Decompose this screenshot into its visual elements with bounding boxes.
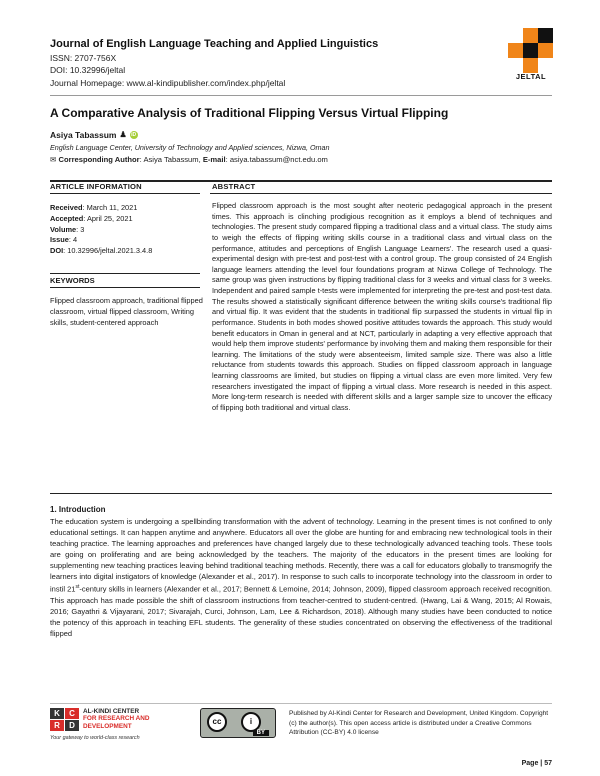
article-doi: : 10.32996/jeltal.2021.3.4.8 (63, 246, 153, 256)
logo-square (523, 43, 538, 58)
orcid-icon[interactable]: iD (131, 132, 137, 138)
page-number: Page | 57 (521, 760, 552, 767)
journal-issn: ISSN: 2707-756X (50, 53, 117, 63)
keywords-text: Flipped classroom approach, traditional flipped classroom, virtual flipped classroom, Writing skills, student-centered approach (50, 296, 203, 327)
received-date: : March 11, 2021 (82, 203, 138, 212)
accepted-date: : April 25, 2021 (83, 213, 133, 223)
paper-title: A Comparative Analysis of Traditional Flipping Versus Virtual Flipping (50, 106, 449, 120)
email-value[interactable]: : asiya.tabassum@nct.edu.om (225, 155, 328, 164)
divider (50, 703, 552, 704)
al-kindi-logo: K C R D AL-KINDI CENTER FOR RESEARCH AND DEVELOPMENT Your gateway to world-class research (50, 708, 150, 741)
keywords-heading: KEYWORDS (50, 276, 95, 285)
author-name: Asiya Tabassum (50, 130, 117, 140)
journal-header (50, 38, 470, 89)
jeltal-logo (508, 28, 554, 82)
cc-icon: cc (207, 712, 227, 732)
envelope-icon: ✉ (50, 155, 57, 164)
volume: : 3 (76, 224, 85, 234)
logo-letter: R (50, 720, 64, 731)
divider (50, 193, 200, 194)
journal-title: Journal of English Language Teaching and Applied Linguistics (50, 38, 379, 50)
person-icon: ♟ (119, 130, 127, 139)
divider (50, 287, 200, 288)
article-info-heading: ARTICLE INFORMATION (50, 182, 142, 191)
issue: : 4 (68, 235, 78, 245)
section-heading: 1. Introduction (50, 505, 106, 514)
abstract-text: Flipped classroom approach is the most sought after neoteric pedagogical approach in the present times. This approach is clinching prodigious recognition as it employs a blend of techniques and technologies. The present study compared flipping a traditional class and a virtual class. The study aims to weigh the effects of flipping writing skills course in a traditional class and virtual class on the performance, attitudes and perceptions of English Language Learners'. The research used a quasi-experimental design with pre-test and post-test with a control group. The group consisted of 24 English language learners attending the level four foundations program at Nizwa College of Technology. The same group was given instructions by flipping traditional class for 3 weeks and virtual class for 3 weeks. Independent and paired sample t-tests were implemented for interpreting the pre-test and post-test data. The results showed a statistically significant difference between the writing skills course's traditional flip and virtual flip. It was evident that the students in traditional flip surpassed the students in virtual flip in performance. Students in both modes showed positive attitudes towards the approach. This study would benefit educators in Oman in general and at NCT, particularly in adapting a very effective approach that would help them improve students' performance by involving them and making them responsible for their learning. The limitations of the study were absenteeism, limited sample size. There was also a little reluctance from students towards this approach. Studies on flipped classroom approach in language learning classrooms are limited, but studies on flipping a virtual class are even more limited. Very few researchers investigated the impact of flipping a virtual class. More research is needed in this aspect. More long-term research is needed with different skills and a larger sample size to uncover the efficacy of flipping both traditional and virtual class. (212, 201, 552, 412)
logo-letter: D (65, 720, 79, 731)
corresponding-author: ✉ Corresponding Author: Asiya Tabassum, E-mail: asiya.tabassum@nct.edu.om (50, 155, 328, 164)
license-text: Published by Al-Kindi Center for Research and Development, United Kingdom. Copyright (c) the author(s). This open access article is distributed under a Creative Commons Attribution (CC-BY) 4.0 license (289, 710, 549, 737)
by-label: BY (253, 730, 269, 736)
logo-text: JELTAL (515, 72, 547, 81)
kindi-tagline: Your gateway to world-class research (50, 735, 140, 741)
logo-square (523, 28, 538, 43)
article-info: Received: March 11, 2021 Accepted: April 25, 2021 Volume: 3 Issue: 4 DOI: 10.32996/jeltal.2021.3.4.8 (50, 203, 153, 256)
logo-letter: K (50, 708, 64, 719)
logo-square (538, 43, 553, 58)
divider (210, 193, 552, 194)
journal-doi: DOI: 10.32996/jeltal (50, 65, 126, 76)
attribution-icon: i (241, 712, 261, 732)
logo-square (508, 43, 523, 58)
intro-paragraph: The education system is undergoing a spellbinding transformation with the advent of technology. Learning in the present times is not confined to only educational settings. It can happen anytime and anywhere. Educators all over the globe are hunting for and embracing new technological tools in their teaching practice. The learning approaches and preferences have changed largely due to these technologically advanced teaching tools. These tools are going on proliferating and are being acknowledged by the teachers. The majority of the educators in the present times are looking for supplementing new teaching practices leaving behind traditional teaching methods. Recently, there was a call for educators globally to transmogrify the learners into digital instigators of knowledge (Alexander et al., 2017). In response to such calls to incorporate technology into the classroom in order to instil 21st-century skills in learners (Alexander et al., 2017; Bennett & Lemoine, 2014; Johnson, 2009), flipped classroom approach received recognition. This approach has made possible the shift of classroom instructions from teacher-centred to student-centred. (Hwang, Lai & Wang, 2015; Al Rowais, 2016; Gayathri & Vijayarani, 2017; Sivarajah, Curci, Johnson, Lam, Lee & Richardson, 2018). Although many studies have been conducted to notice the potency of this approach in teaching EFL students. The generality of these studies concentrated on observing the effectiveness of the traditional flipped (50, 517, 552, 638)
logo-letter: C (65, 708, 79, 719)
affiliation: English Language Center, University of Technology and Applied sciences, Nizwa, Oman (50, 143, 330, 152)
logo-square (538, 28, 553, 43)
divider (50, 493, 552, 494)
author-block (50, 130, 552, 164)
journal-homepage[interactable]: Journal Homepage: www.al-kindipublisher.com/index.php/jeltal (50, 77, 286, 88)
abstract-heading: ABSTRACT (212, 182, 256, 191)
logo-square (523, 58, 538, 73)
divider (50, 95, 552, 96)
cc-by-badge[interactable] (200, 708, 276, 738)
divider (50, 273, 200, 274)
